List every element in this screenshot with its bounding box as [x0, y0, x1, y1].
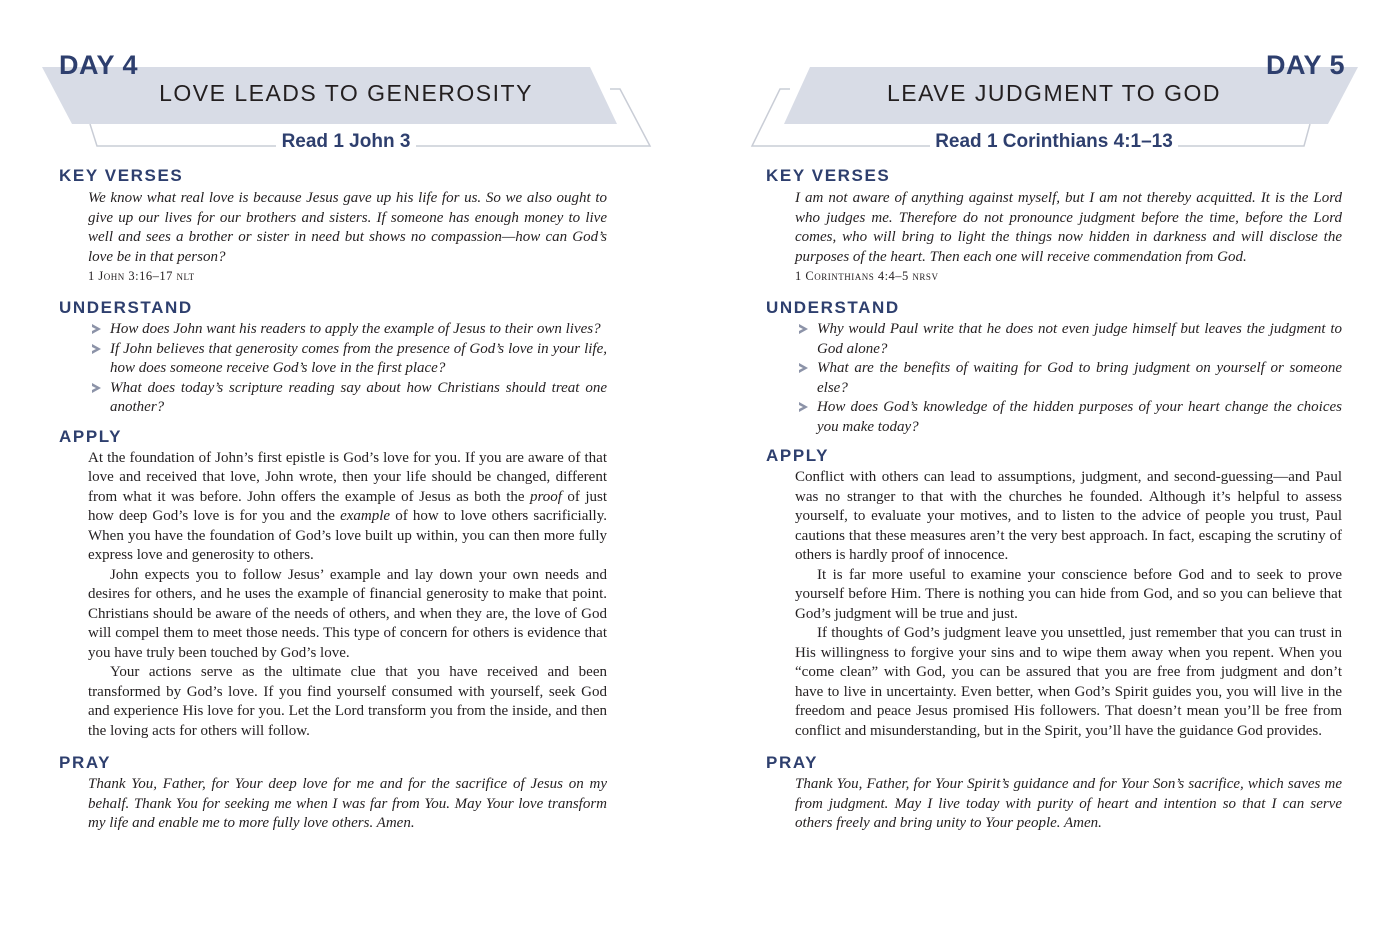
apply-paragraph: It is far more useful to examine your conscience before God and to seek to prove yourself before Him. There is nothing you can hide from God, and so you can believe that God’s judgment will be true and just. [795, 566, 1342, 622]
triangle-arrow-icon [92, 324, 101, 334]
list-item: What does today’s scripture reading say about how Christians should treat one another? [88, 379, 607, 418]
verse-citation: 1 John 3:16–17 nlt [88, 269, 195, 283]
key-verses-block [59, 189, 607, 285]
apply-heading: APPLY [766, 446, 830, 465]
apply-block [59, 449, 607, 742]
key-verses-block [766, 189, 1342, 285]
question-list [766, 320, 1342, 437]
list-item: What are the benefits of waiting for God to bring judgment on yourself or someone else? [795, 359, 1342, 398]
key-verses-heading: KEY VERSES [766, 166, 891, 185]
prayer-text: Thank You, Father, for Your Spirit’s guidance and for Your Son’s sacrifice, which saves me from judgment. May I live today with purity of heart and intention so that I can serve others freely and bring unity to Your people. Amen. [795, 776, 1342, 831]
triangle-arrow-icon [92, 344, 101, 354]
triangle-arrow-icon [799, 324, 808, 334]
key-verses-heading: KEY VERSES [59, 166, 184, 185]
right-page [700, 0, 1400, 933]
key-verse-text: We know what real love is because Jesus gave up his life for us. So we also ought to give up our lives for our brothers and sisters. If someone has enough money to live well and sees a brother or sister in need but shows no compassion—how can God’s love be in that person? [88, 190, 607, 265]
devotion-content [766, 165, 1342, 834]
reading-reference: Read 1 Corinthians 4:1–13 [935, 131, 1173, 152]
apply-paragraph: John expects you to follow Jesus’ example and lay down your own needs and desires for others, and he uses the example of financial generosity to make that point. Christians should be aware of the needs of others, and when they are, the love of God will compel them to meet those needs. This type of concern for others is evidence that you have truly been touched by God’s love. [88, 566, 607, 661]
apply-heading: APPLY [59, 426, 123, 446]
devotion-content [59, 165, 607, 834]
apply-block [766, 468, 1342, 741]
triangle-arrow-icon [799, 402, 808, 412]
key-verse-text: I am not aware of anything against myself, but I am not thereby acquitted. It is the Lord who judges me. Therefore do not pronounce judgment before the time, before the Lord comes, who will bring to light the things now hidden in darkness and will disclose the purposes of the heart. Then each one will receive commendation from God. [795, 190, 1342, 265]
pray-block [766, 775, 1342, 834]
prayer-text: Thank You, Father, for Your deep love for me and for the sacrifice of Jesus on my behalf. Thank You for seeking me when I was far from You. May Your love transform my life and enable me to more fully love others. Amen. [88, 776, 607, 831]
apply-paragraph: At the foundation of John’s first epistle is God’s love for you. If you are aware of that love and received that love, John wrote, then your life should be changed, different from what it was before. John offers the example of Jesus as both the proof of just how deep God’s love is for you and the example of how to love others sacrificially. When you have the foundation of God’s love built up within, you can then more fully express love and generosity to others. [88, 449, 607, 563]
reading-reference: Read 1 John 3 [281, 131, 411, 152]
list-item: How does John want his readers to apply the example of Jesus to their own lives? [88, 320, 607, 340]
triangle-arrow-icon [799, 363, 808, 373]
verse-citation: 1 Corinthians 4:4–5 nrsv [795, 269, 939, 283]
question-list [59, 320, 607, 418]
apply-paragraph: Conflict with others can lead to assumptions, judgment, and second-guessing—and Paul was no stranger to that with the churches he founded. Although it’s helpful to assess yourself, to evaluate your motives, and to listen to the advice of people you trust, Paul cautions that these measures aren’t the very best approach. In fact, escaping the scrutiny of others is hardly proof of innocence. [795, 469, 1342, 563]
list-item: How does God’s knowledge of the hidden purposes of your heart change the choices you make today? [795, 398, 1342, 437]
list-item: If John believes that generosity comes from the presence of God’s love in your life, how does someone receive God’s love in the first place? [88, 340, 607, 379]
page-title: LEAVE JUDGMENT TO GOD [887, 80, 1221, 106]
pray-block [59, 775, 607, 834]
pray-heading: PRAY [59, 753, 112, 772]
page-title: LOVE LEADS TO GENEROSITY [159, 80, 533, 106]
understand-heading: UNDERSTAND [766, 298, 900, 317]
day-label: DAY 4 [59, 50, 139, 80]
triangle-arrow-icon [92, 383, 101, 393]
apply-paragraph: If thoughts of God’s judgment leave you unsettled, just remember that you can trust in His willingness to forgive your sins and to wipe them away when you repent. When you “come clean” with God, you can be assured that you are free from judgment and don’t have to live in uncertainty. Even better, when God’s Spirit guides you, you will live in the freedom and peace Jesus promised His followers. That doesn’t mean you’ll be free from conflict and misunderstanding, but in the Spirit, you’ll have the guidance God provides. [795, 625, 1342, 739]
list-item: Why would Paul write that he does not even judge himself but leaves the judgment to God alone? [795, 320, 1342, 359]
apply-paragraph: Your actions serve as the ultimate clue that you have received and been transformed by God’s love. If you find yourself consumed with yourself, seek God and experience His love for you. Let the Lord transform you from the inside, and then the loving acts for others will follow. [88, 664, 607, 739]
understand-heading: UNDERSTAND [59, 298, 193, 317]
pray-heading: PRAY [766, 753, 819, 772]
day-label: DAY 5 [1266, 50, 1346, 80]
